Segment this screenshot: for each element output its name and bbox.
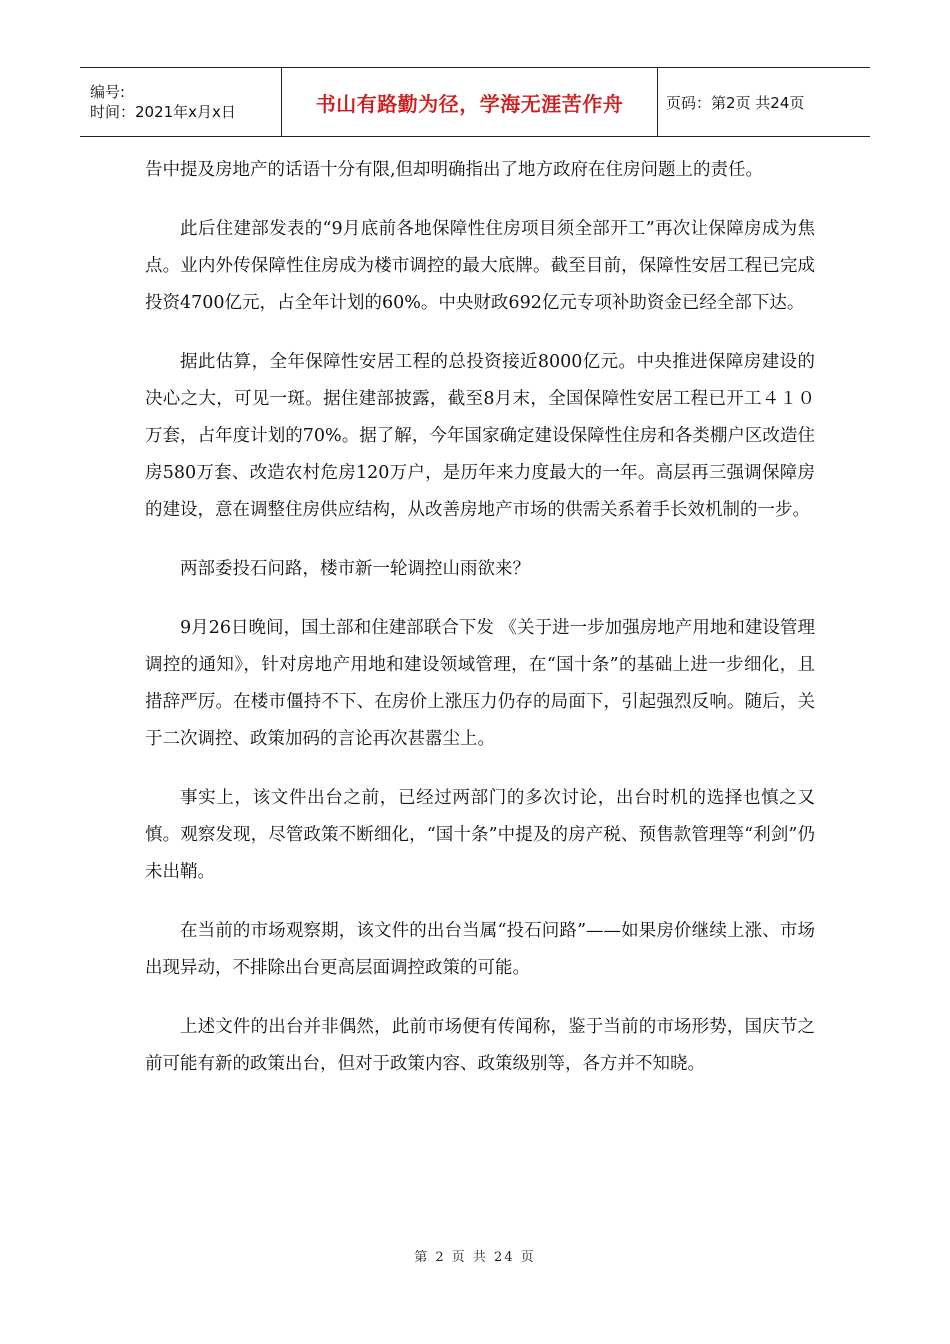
header-motto: 书山有路勤为径，学海无涯苦作舟 bbox=[315, 91, 624, 116]
paragraph: 事实上，该文件出台之前，已经过两部门的多次讨论，出台时机的选择也慎之又慎。观察发现，尽管政策不断细化，“国十条”中提及的房产税、预售款管理等“利剑”仍未出鞘。 bbox=[145, 788, 815, 882]
header-page-info: 页码：第2页 共24页 bbox=[666, 93, 805, 112]
page-footer: 第 2 页 共 24 页 bbox=[414, 1250, 536, 1265]
document-body bbox=[145, 152, 815, 1105]
paragraph: 在当前的市场观察期，该文件的出台当属“投石问路”——如果房价继续上涨、市场出现异动，不排除出台更高层面调控政策的可能。 bbox=[145, 921, 815, 978]
header-motto-cell bbox=[282, 68, 658, 136]
document-date: 时间：2021年x月x日 bbox=[90, 103, 236, 121]
paragraph: 据此估算，全年保障性安居工程的总投资接近8000亿元。中央推进保障房建设的决心之大，可见一斑。据住建部披露，截至8月末，全国保障性安居工程已开工４１０万套，占年度计划的70%。据了解，今年国家确定建设保障性住房和各类棚户区改造住房580万套、改造农村危房120万户，是历年来力度最大的一年。高层再三强调保障房的建设，意在调整住房供应结构，从改善房地产市场的供需关系着手长效机制的一步。 bbox=[145, 352, 815, 520]
document-number-label: 编号: bbox=[90, 83, 126, 101]
paragraph: 上述文件的出台并非偶然，此前市场便有传闻称，鉴于当前的市场形势，国庆节之前可能有新的政策出台，但对于政策内容、政策级别等，各方并不知晓。 bbox=[145, 1017, 815, 1074]
header-meta-cell bbox=[80, 68, 282, 136]
page-header bbox=[80, 67, 870, 137]
paragraph: 9月26日晚间，国土部和住建部联合下发 《关于进一步加强房地产用地和建设管理调控的通知》，针对房地产用地和建设领域管理，在“国十条”的基础上进一步细化，且措辞严厉。在楼市僵持不下、在房价上涨压力仍存的局面下，引起强烈反响。随后，关于二次调控、政策加码的言论再次甚嚣尘上。 bbox=[145, 618, 815, 749]
section-heading: 两部委投石问路，楼市新一轮调控山雨欲来？ bbox=[180, 559, 530, 579]
header-page-cell bbox=[658, 68, 870, 136]
paragraph: 告中提及房地产的话语十分有限,但却明确指出了地方政府在住房问题上的责任。 bbox=[145, 160, 764, 180]
paragraph: 此后住建部发表的“9月底前各地保障性住房项目须全部开工”再次让保障房成为焦点。业内外传保障性住房成为楼市调控的最大底牌。截至目前，保障性安居工程已完成投资4700亿元，占全年计划的60%。中央财政692亿元专项补助资金已经全部下达。 bbox=[145, 219, 815, 313]
